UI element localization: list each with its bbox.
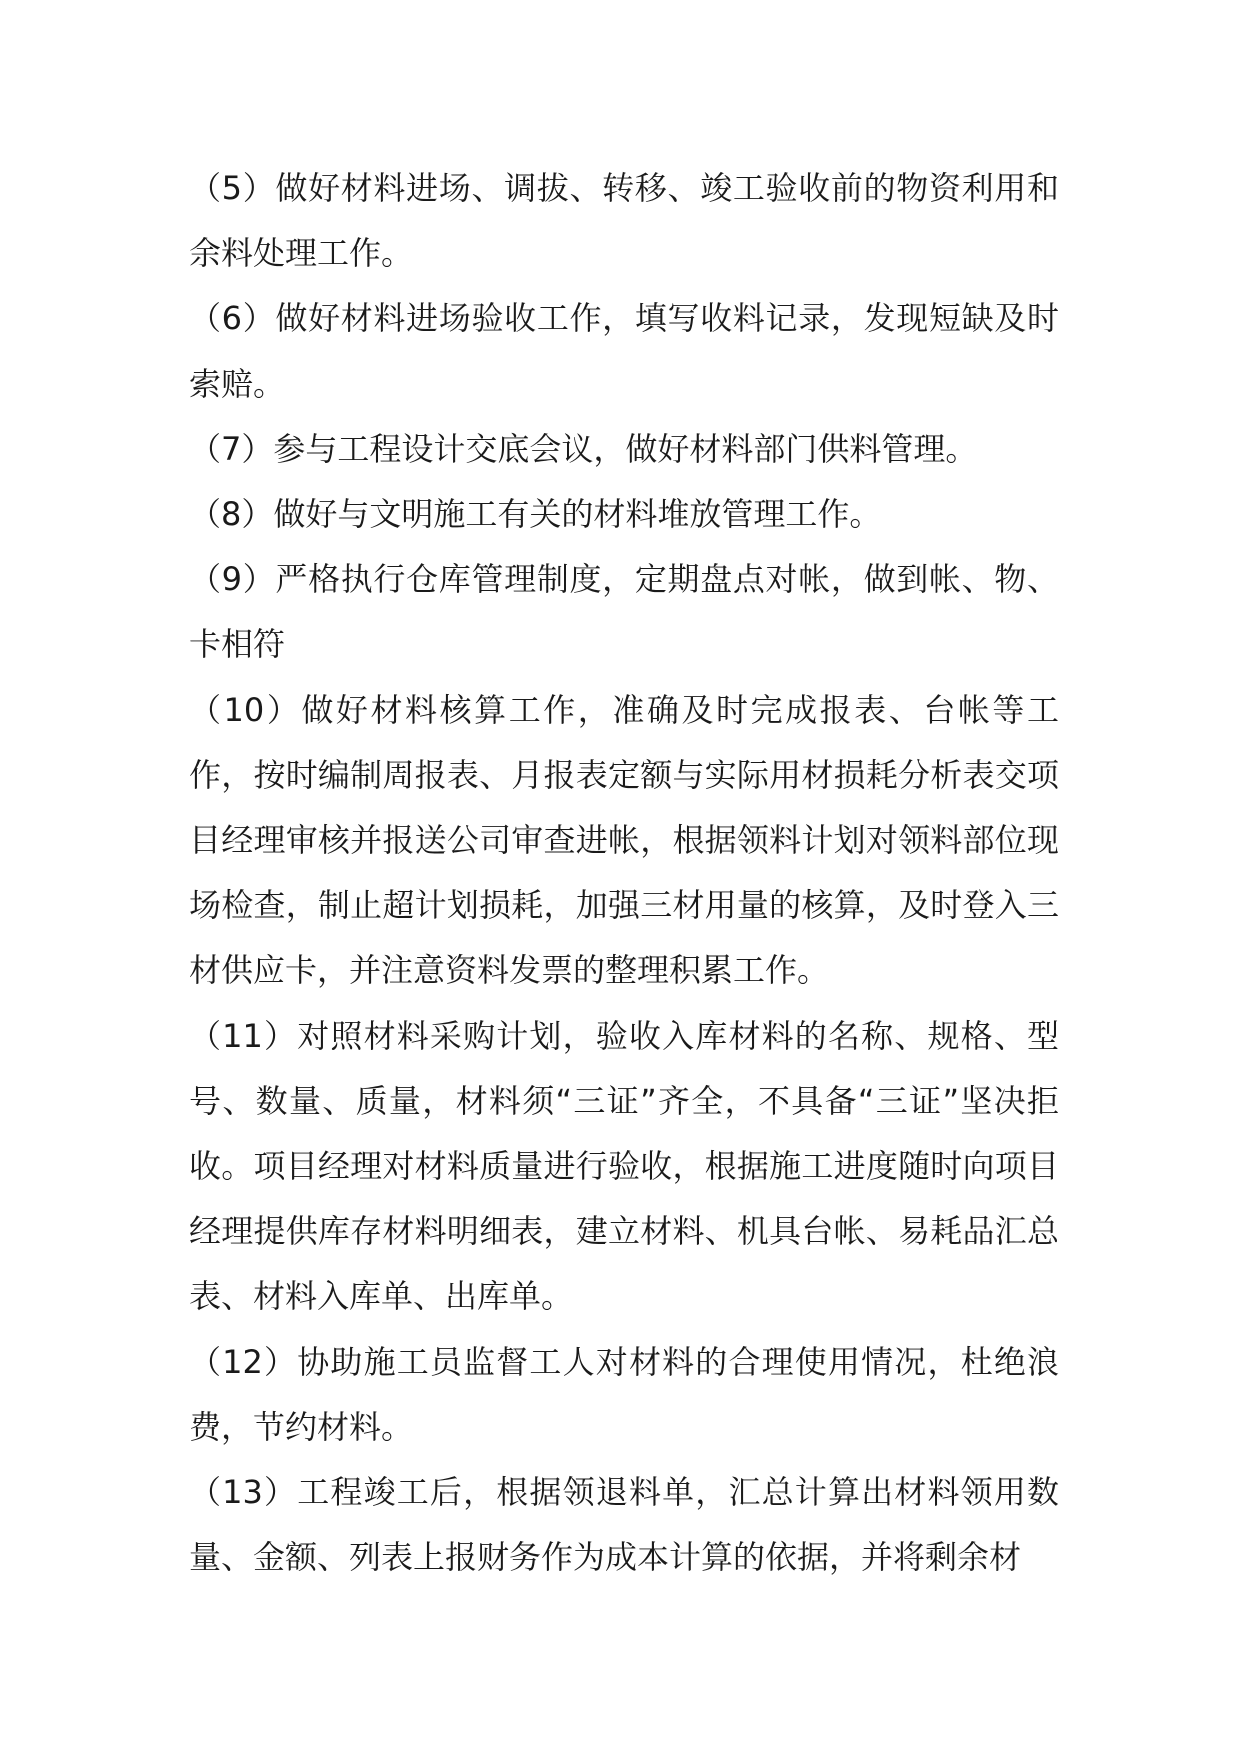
paragraph-9: （9）严格执行仓库管理制度，定期盘点对帐，做到帐、物、卡相符	[189, 560, 1059, 664]
paragraph-8: （8）做好与文明施工有关的材料堆放管理工作。	[189, 495, 882, 534]
paragraph-5: （5）做好材料进场、调拔、转移、竣工验收前的物资利用和余料处理工作。	[189, 169, 1059, 273]
paragraph-12: （12）协助施工员监督工人对材料的合理使用情况，杜绝浪费，节约材料。	[189, 1342, 1059, 1446]
paragraph-6: （6）做好材料进场验收工作，填写收料记录，发现短缺及时索赔。	[189, 299, 1059, 403]
paragraph-7: （7）参与工程设计交底会议，做好材料部门供料管理。	[189, 429, 978, 468]
document-body	[189, 156, 1059, 1590]
paragraph-11: （11）对照材料采购计划，验收入库材料的名称、规格、型号、数量、质量，材料须“三证”齐全，不具备“三证”坚决拒收。项目经理对材料质量进行验收，根据施工进度随时向项目经理提供库存材料明细表，建立材料、机具台帐、易耗品汇总表、材料入库单、出库单。	[189, 1016, 1059, 1316]
paragraph-13: （13）工程竣工后，根据领退料单，汇总计算出材料领用数量、金额、列表上报财务作为成本计算的依据，并将剩余材	[189, 1473, 1059, 1577]
paragraph-10: （10）做好材料核算工作，准确及时完成报表、台帐等工作，按时编制周报表、月报表定额与实际用材损耗分析表交项目经理审核并报送公司审查进帐，根据领料计划对领料部位现场检查，制止超计划损耗，加强三材用量的核算，及时登入三材供应卡，并注意资料发票的整理积累工作。	[189, 690, 1059, 990]
